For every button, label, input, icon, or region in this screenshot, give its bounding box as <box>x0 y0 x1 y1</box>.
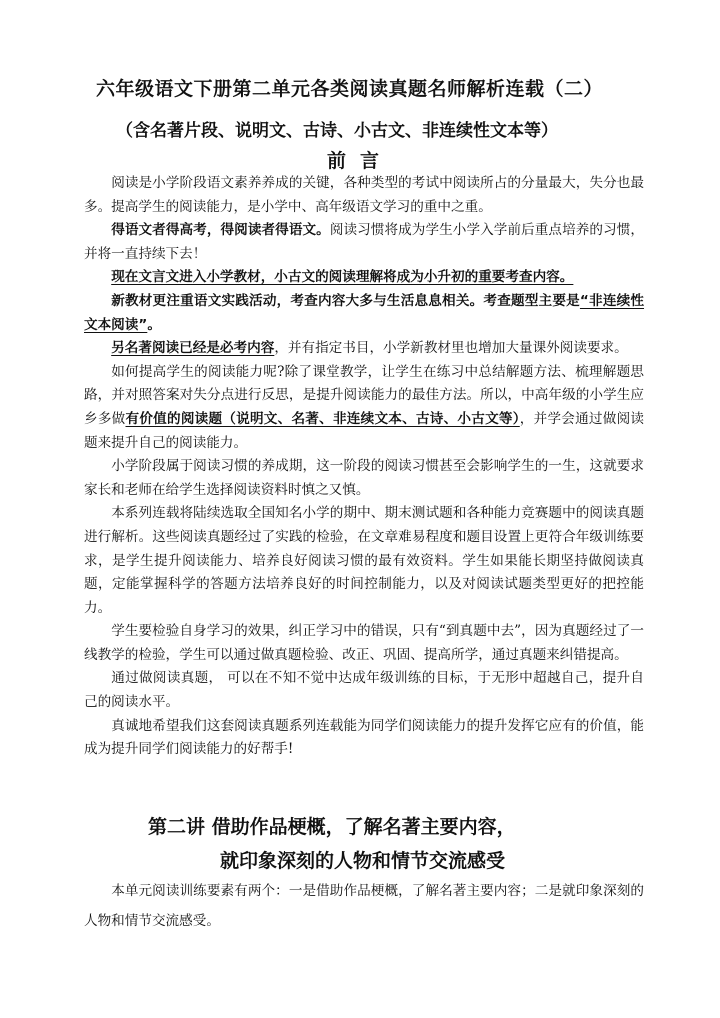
preface-heading: 前言 <box>326 150 393 172</box>
preface-body <box>84 172 644 762</box>
paragraph <box>84 667 644 714</box>
paragraph <box>84 219 644 266</box>
paragraph-text: ，并有指定书目，小学新教材里也增加大量课外阅读要求。 <box>274 340 628 357</box>
paragraph <box>84 620 644 667</box>
paragraph-text: 本单元阅读训练要素有两个：一是借助作品梗概，了解名著主要内容；二是就印象深刻的人物和情节交流感受。 <box>84 883 644 929</box>
paragraph <box>84 361 644 455</box>
underlined-emphasis: “非连续性文本阅读” <box>84 292 645 333</box>
paragraph <box>84 290 644 337</box>
paragraph <box>84 715 644 762</box>
paragraph-text: 如何提高学生的阅读能力呢?除了课堂教学，让学生在练习中总结解题方法、梳理解题思路，并对照答案对失分点进行反思，是提升阅读能力的最佳方法。所以，中高年级的小学生应乡多做 <box>84 363 644 427</box>
paragraph <box>84 502 644 620</box>
bold-slogan: 得语文者得高考，得阅读者得语文。 <box>111 222 330 239</box>
paragraph <box>84 337 644 361</box>
document-title: 六年级语文下册第二单元各类阅读真题名师解析连载（二） <box>96 78 604 100</box>
paragraph-text: 学生要检验自身学习的效果，纠正学习中的错误，只有“到真题中去”，因为真题经过了一线教学的检验，学生可以通过做真题检验、改正、巩固、提高所学，通过真题来纠错提高。 <box>84 623 644 663</box>
paragraph <box>84 876 644 936</box>
lecture-heading-line-2: 就印象深刻的人物和情节交流感受 <box>220 850 506 872</box>
paragraph-text: 阅读是小学阶段语文素养养成的关键，各种类型的考试中阅读所占的分量最大，失分也最多。提高学生的阅读能力，是小学中、高年级语文学习的重中之重。 <box>84 175 644 215</box>
bold-text: 。 <box>147 316 161 333</box>
bold-text: 新教材更注重语文实践活动，考查内容大多与生活息息相关。考查题型主要是 <box>111 292 580 309</box>
paragraph <box>84 266 644 290</box>
paragraph <box>84 172 644 219</box>
document-subtitle: （含名著片段、说明文、古诗、小古文、非连续性文本等） <box>116 121 558 141</box>
paragraph-text: 真诚地希望我们这套阅读真题系列连载能为同学们阅读能力的提升发挥它应有的价值，能成为提升同学们阅读能力的好帮手! <box>84 717 644 758</box>
paragraph <box>84 455 644 502</box>
paragraph-text: 通过做阅读真题， 可以在不知不觉中达成年级训练的目标，于无形中超越自己，提升自己的阅读水平。 <box>84 670 644 711</box>
paragraph-text: 阅读习惯将成为学生小学入学前后重点培养的习惯，并将一直持续下去！ <box>84 222 645 262</box>
paragraph-text: ，并学会通过做阅读题来提升自己的阅读能力。 <box>84 410 645 451</box>
paragraph-text: 小学阶段属于阅读习惯的养成期，这一阶段的阅读习惯甚至会影响学生的一生，这就要求家长和老师在给学生选择阅读资料时慎之又慎。 <box>84 458 644 498</box>
lecture-heading-line-1: 第二讲 借助作品梗概，了解名著主要内容， <box>148 816 516 838</box>
lecture-intro <box>84 876 644 936</box>
paragraph-text: 本系列连载将陆续选取全国知名小学的期中、期末测试题和各种能力竞赛题中的阅读真题进行解析。这些阅读真题经过了实践的检验，在文章难易程度和题目设置上更符合年级训练要求，是学生提升阅读能力、培养良好阅读习惯的最有效资料。学生如果能长期坚持做阅读真题，定能掌握科学的答题方法培养良好的时间控制能力，以及对阅读试题类型更好的把控能力。 <box>84 505 644 616</box>
underlined-emphasis: 另名著阅读已经是必考内容 <box>111 340 275 357</box>
underlined-emphasis: 有价值的阅读题（说明文、名著、非连续文本、古诗、小古文等） <box>125 410 520 427</box>
underlined-emphasis: 现在文言文进入小学教材，小古文的阅读理解将成为小升初的重要考查内容。 <box>111 269 574 286</box>
